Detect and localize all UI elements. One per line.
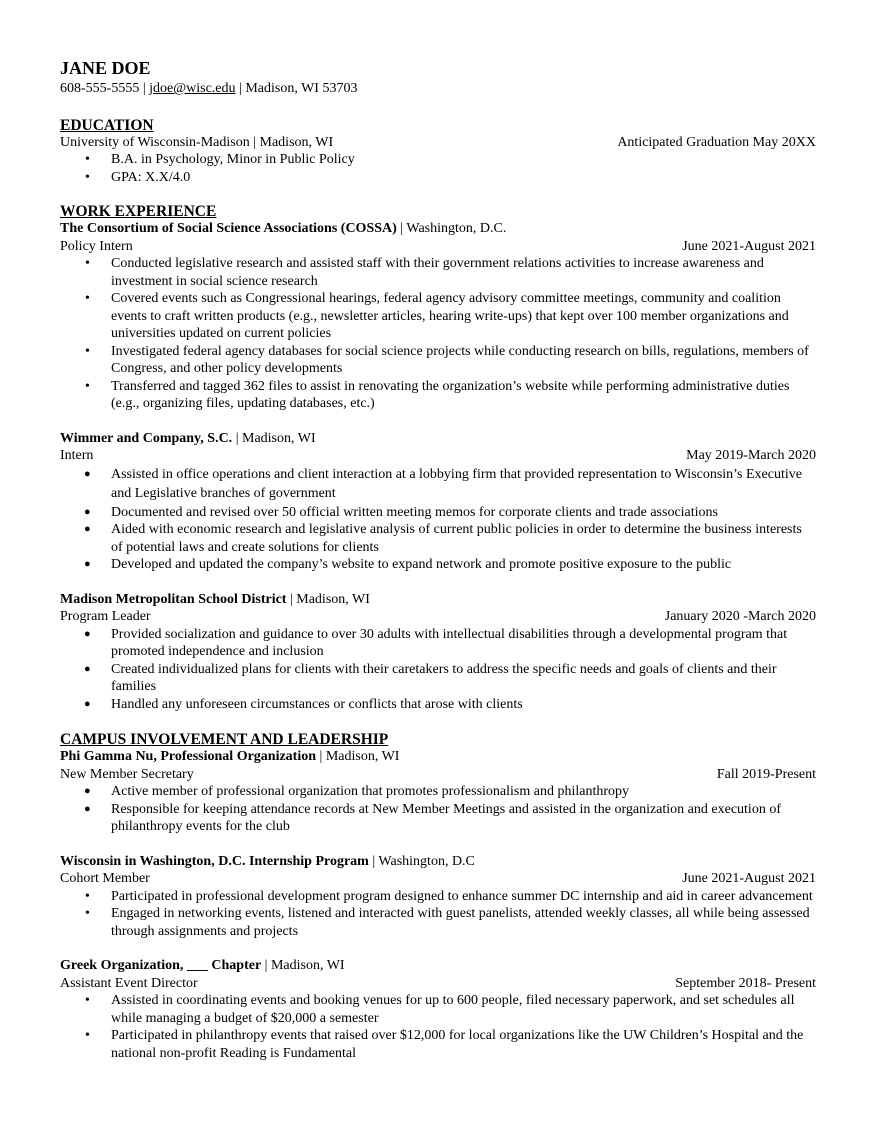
entry-bullets [60,626,816,714]
list-item: • Assisted in coordinating events and booking venues for up to 600 people, filed necessary paperwork, and set schedules all while managing a budget of $20,000 a semester [111,992,816,1027]
graduation-date: Anticipated Graduation May 20XX [617,134,816,150]
org-name: Greek Organization, ___ Chapter [60,958,262,973]
list-item: ● Assisted in office operations and client interaction at a lobbying firm that provided representation to Wisconsin’s Executive and Legislative branches of government [111,465,816,504]
campus-entry-greek-org [60,957,816,1062]
list-item: ● Documented and revised over 50 official written meeting memos for corporate clients and trade associations [111,504,816,522]
entry-org-line [60,957,816,975]
date-range: January 2020 -March 2020 [664,609,816,624]
list-item: ● Aided with economic research and legislative analysis of current public policies in order to determine the business interests of potential laws and create solutions for clients [111,521,816,556]
date-range: June 2021-August 2021 [682,871,816,886]
role-title: Program Leader [60,609,151,624]
campus-section [60,748,816,1062]
entry-role-row [60,238,816,256]
education-bullets [60,151,816,186]
education-section [60,134,816,187]
entry-role-row [60,447,816,465]
role-title: Policy Intern [60,238,133,254]
org-name: Wisconsin in Washington, D.C. Internship Program [60,853,369,869]
org-name: Phi Gamma Nu, Professional Organization [60,749,317,764]
org-location: | Madison, WI [286,591,370,607]
role-title: Intern [60,448,94,463]
date-range: Fall 2019-Present [716,766,816,782]
list-item: • Transferred and tagged 362 files to assist in renovating the organization’s website while performing administrative duties (e.g., organizing files, updating databases, etc.) [111,378,816,413]
entry-role-row [60,870,816,888]
education-row [60,134,816,152]
date-range: June 2021-August 2021 [682,238,816,254]
role-title: Cohort Member [60,871,150,886]
list-item: ● Handled any unforeseen circumstances or conflicts that arose with clients [111,696,816,714]
org-location: | Madison, WI [316,749,400,764]
list-item: • Participated in professional development program designed to enhance summer DC internship and aid in career advancement [111,888,816,906]
list-item: • Participated in philanthropy events that raised over $12,000 for local organizations like the UW Children’s Hospital and the national non-profit Reading is Fundamental [111,1027,816,1062]
list-item: • GPA: X.X/4.0 [111,169,816,187]
list-item: ● Active member of professional organization that promotes professionalism and philanthropy [111,783,816,801]
entry-org-line [60,853,816,871]
entry-role-row [60,608,816,626]
separator: | [139,81,150,96]
work-entry-cossa [60,220,816,413]
school-name: University of Wisconsin-Madison | Madison, WI [60,134,334,150]
list-item: • Covered events such as Congressional hearings, federal agency advisory committee meetings, community and coalition events to craft written products (e.g., newsletter articles, hearing write-ups) that kept over 100 member organizations and universities updated on current policies [111,290,816,343]
org-name: The Consortium of Social Science Associations (COSSA) [60,221,397,236]
resume-page [60,57,816,1062]
campus-entry-phi-gamma-nu [60,748,816,836]
entry-org-line [60,220,816,238]
entry-org-line [60,591,816,609]
list-item: ● Created individualized plans for clients with their caretakers to address the specific needs and goals of clients and their families [111,661,816,696]
entry-org-line [60,748,816,766]
org-location: | Washington, D.C. [396,221,507,236]
work-section [60,220,816,713]
list-item: ● Provided socialization and guidance to over 30 adults with intellectual disabilities through a developmental program that promoted independence and inclusion [111,626,816,661]
date-range: May 2019-March 2020 [686,448,816,463]
entry-org-line [60,430,816,448]
entry-role-row [60,975,816,993]
section-heading-campus: CAMPUS INVOLVEMENT AND LEADERSHIP [60,731,389,748]
work-entry-mmsd [60,591,816,714]
contact-line [60,80,816,98]
section-heading-work: WORK EXPERIENCE [60,203,217,220]
campus-entry-wiw-internship [60,853,816,941]
org-location: | Madison, WI [261,958,345,973]
entry-bullets [60,783,816,836]
entry-role-row [60,766,816,784]
list-item: • Conducted legislative research and assisted staff with their government relations activities to increase awareness and investment in social science research [111,255,816,290]
list-item: ● Developed and updated the company’s website to expand network and promote positive exposure to the public [111,556,816,574]
email-link[interactable]: jdoe@wisc.edu [149,81,236,96]
candidate-name: JANE DOE [60,58,151,78]
org-location: | Madison, WI [232,430,316,446]
section-heading-education: EDUCATION [60,116,154,134]
separator: | [235,81,246,96]
list-item: • B.A. in Psychology, Minor in Public Policy [111,151,816,169]
work-entry-wimmer [60,430,816,574]
entry-bullets [60,888,816,941]
phone-number: 608-555-5555 [60,81,140,96]
role-title: New Member Secretary [60,766,194,782]
location: Madison, WI 53703 [245,81,358,96]
list-item: ● Responsible for keeping attendance records at New Member Meetings and assisted in the organization and execution of philanthropy events for the club [111,801,816,836]
entry-bullets [60,255,816,413]
org-name: Wimmer and Company, S.C. [60,430,233,446]
list-item: • Investigated federal agency databases for social science projects while conducting research on bills, regulations, members of Congress, and other policy developments [111,343,816,378]
entry-bullets [60,465,816,574]
org-location: | Washington, D.C [368,853,475,869]
entry-bullets [60,992,816,1062]
list-item: • Engaged in networking events, listened and interacted with guest panelists, attended weekly classes, all while being assessed through assignments and projects [111,905,816,940]
role-title: Assistant Event Director [60,975,198,991]
date-range: September 2018- Present [675,975,816,991]
org-name: Madison Metropolitan School District [60,591,287,607]
